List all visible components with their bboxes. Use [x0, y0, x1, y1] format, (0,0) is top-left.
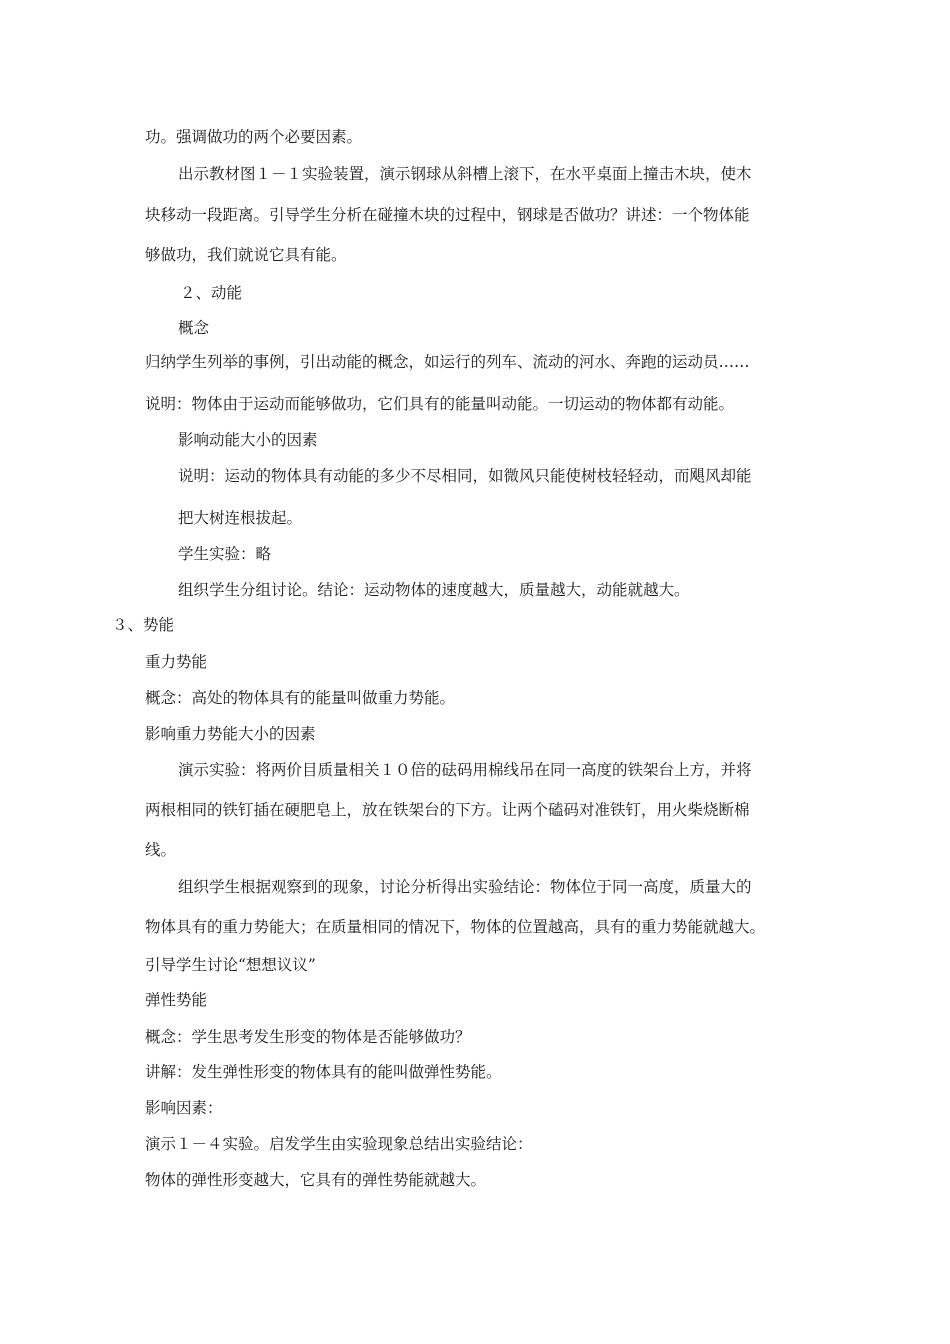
subheading: 影响动能大小的因素	[178, 431, 318, 449]
subheading: 弹性势能	[145, 991, 208, 1009]
text-line: 物体具有的重力势能大；在质量相同的情况下，物体的位置越高，具有的重力势能就越大。	[145, 918, 766, 936]
text-line: 概念：高处的物体具有的能量叫做重力势能。	[145, 689, 456, 707]
text-line: 演示实验：将两价目质量相关１０倍的砝码用棉线吊在同一高度的铁架台上方，并将	[178, 761, 752, 779]
text-line: 讲解：发生弹性形变的物体具有的能叫做弹性势能。	[145, 1063, 502, 1081]
section-heading: ３、势能	[112, 616, 175, 634]
text-line: 影响因素：	[145, 1099, 223, 1117]
text-line: 说明：物体由于运动而能够做功，它们具有的能量叫动能。一切运动的物体都有动能。	[145, 395, 735, 413]
text-line: 把大树连根拔起。	[178, 509, 303, 527]
text-line: 块移动一段距离。引导学生分析在碰撞木块的过程中，钢球是否做功？讲述：一个物体能	[145, 206, 750, 224]
text-line: 引导学生讨论“想想议议”	[145, 956, 316, 974]
text-line: 够做功，我们就说它具有能。	[145, 246, 347, 264]
text-line: 概念：学生思考发生形变的物体是否能够做功？	[145, 1028, 471, 1046]
text-line: 组织学生分组讨论。结论：运动物体的速度越大，质量越大，动能就越大。	[178, 581, 690, 599]
subheading: 重力势能	[145, 653, 208, 671]
subheading: 概念	[178, 319, 210, 337]
subheading: 影响重力势能大小的因素	[145, 725, 316, 743]
text-line: 说明：运动的物体具有动能的多少不尽相同，如微风只能使树枝轻轻动，而飓风却能	[178, 467, 752, 485]
text-line: 学生实验：略	[178, 545, 272, 563]
text-line: 组织学生根据观察到的现象，讨论分析得出实验结论：物体位于同一高度，质量大的	[178, 878, 752, 896]
text-line: 演示１－４实验。启发学生由实验现象总结出实验结论：	[145, 1135, 533, 1153]
text-line: 功。强调做功的两个必要因素。	[145, 128, 363, 146]
text-line: 归纳学生列举的事例，引出动能的概念，如运行的列车、流动的河水、奔跑的运动员……	[145, 353, 750, 371]
section-heading: ２、动能	[180, 284, 243, 302]
text-line: 物体的弹性形变越大，它具有的弹性势能就越大。	[145, 1171, 487, 1189]
text-line: 线。	[145, 841, 177, 859]
text-line: 两根相同的铁钉插在硬肥皂上，放在铁架台的下方。让两个磕码对准铁钉，用火柴烧断棉	[145, 801, 750, 819]
text-line: 出示教材图１－１实验装置，演示钢球从斜槽上滚下，在水平桌面上撞击木块，使木	[178, 165, 752, 183]
